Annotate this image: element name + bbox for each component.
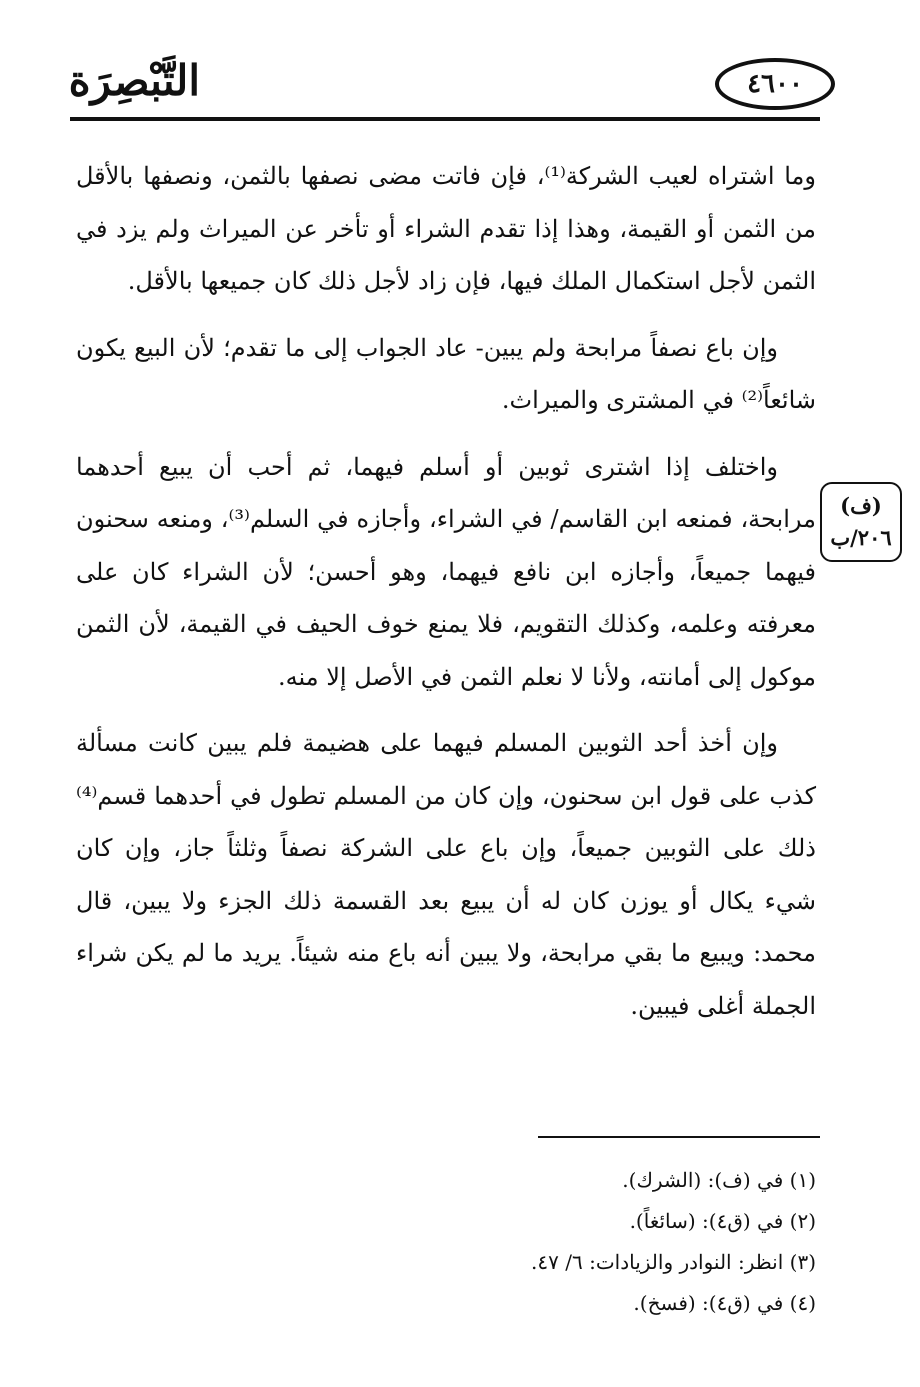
folio-number: ٢٠٦/ب <box>830 525 892 550</box>
manuscript-folio-note <box>820 482 902 562</box>
paragraph: وإن باع نصفاً مرابحة ولم يبين- عاد الجواب إلى ما تقدم؛ لأن البيع يكون شائعاً⁽²⁾ في المشترى والميراث. <box>76 333 816 414</box>
paragraph: وما اشتراه لعيب الشركة⁽¹⁾، فإن فاتت مضى نصفها بالثمن، ونصفها بالأقل من الثمن أو القيمة، وهذا إذا تقدم الشراء أو تأخر عن الميراث ولم يزد في الثمن لأجل استكمال الملك فيها، فإن زاد لأجل ذلك كان جميعها بالأقل. <box>76 162 817 295</box>
main-text <box>76 150 816 1046</box>
header-rule <box>70 117 820 121</box>
paragraph: وإن أخذ أحد الثوبين المسلم فيهما على هضيمة فلم يبين كانت مسألة كذب على قول ابن سحنون، وإن كان من المسلم تطول في أحدهما قسم⁽⁴⁾ ذلك على الثوبين جميعاً، وإن باع على الشركة نصفاً وثلثاً جاز، وإن كان شيء يكال أو يوزن كان له أن يبيع بعد القسمة ذلك الجزء ولا يبين، قال محمد: ويبيع ما بقي مرابحة، ولا يبين أنه باع منه شيئاً. يريد ما لم يكن شراء الجملة أغلى فيبين. <box>76 729 816 1020</box>
paragraph: واختلف إذا اشترى ثوبين أو أسلم فيهما، ثم أحب أن يبيع أحدهما مرابحة، فمنعه ابن القاسم/ في الشراء، وأجازه في السلم⁽³⁾، ومنعه سحنون فيهما جميعاً، وأجازه ابن نافع فيهما، وهو أحسن؛ لأن الشراء كان على معرفته وعلمه، وكذلك التقويم، فلا يمنع خوف الحيف في القيمة، لأن الثمن موكول إلى أمانته، ولأنا لا نعلم الثمن في الأصل إلا منه. <box>76 452 816 691</box>
footnote-separator <box>538 1136 820 1138</box>
page-header <box>70 55 820 125</box>
footnotes <box>300 1160 816 1324</box>
footnote: (٤) في (ق٤): (فسخ). <box>633 1291 816 1315</box>
page-number-badge <box>715 58 835 110</box>
folio-source: (ف) <box>840 493 882 518</box>
footnote: (٢) في (ق٤): (سائغاً). <box>629 1209 816 1233</box>
footnote: (٣) انظر: النوادر والزيادات: ٦/ ٤٧. <box>531 1250 816 1274</box>
footnote: (١) في (ف): (الشرك). <box>622 1168 816 1192</box>
page-number: ٤٦٠٠ <box>747 69 803 99</box>
running-title: التَّبْصِرَة <box>68 56 200 105</box>
